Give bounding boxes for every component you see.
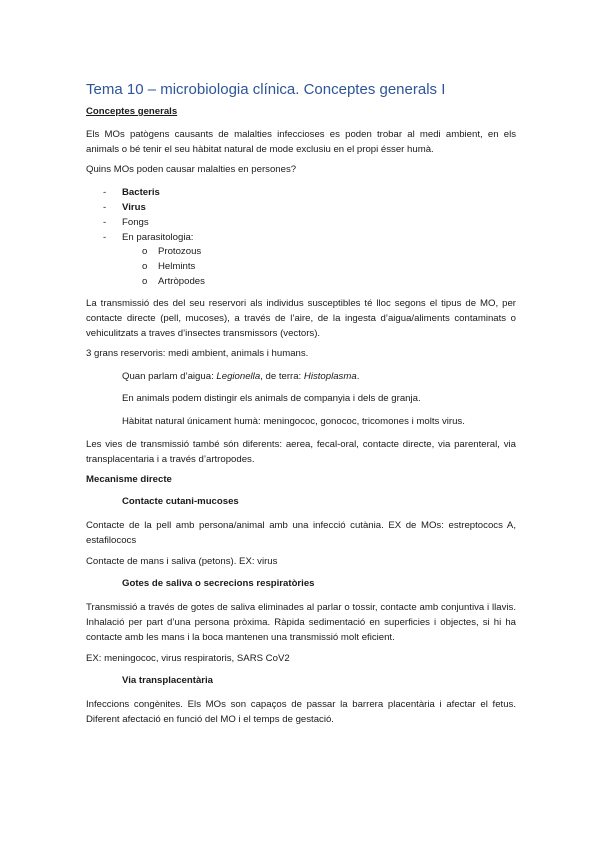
paragraph-transmission: La transmissió des del seu reservori als individus susceptibles té lloc segons el tipus de MO, per contacte directe (pell, mucoses), a través de l’aire, de la ingesta d’aigua/aliments contaminats o vehiculitzats a traves d’insectes transmissors (vectors). — [86, 298, 516, 339]
subheading-gotes: Gotes de saliva o secrecions respiratòries — [122, 578, 315, 589]
list-item: En parasitologia: — [122, 232, 194, 243]
paragraph-congenital: Infeccions congènites. Els MOs son capaços de passar la barrera placentària i afectar el fetus. Diferent afectació en funció del MO i el temps de gestació. — [86, 699, 516, 725]
sublist-item: Helmints — [158, 261, 196, 272]
sublist-bullet: o — [142, 261, 148, 272]
list-item: Fongs — [122, 217, 149, 228]
sublist-item: Protozous — [158, 246, 202, 257]
indented-human: Hàbitat natural únicament humà: meningococ, gonococ, tricomones i molts virus. — [122, 416, 465, 427]
sublist-item: Artròpodes — [158, 276, 205, 287]
indented-water: Quan parlam d’aigua: Legionella, de terra: Histoplasma. — [122, 371, 360, 382]
list-item: Bacteris — [122, 187, 160, 198]
list-item: Virus — [122, 202, 146, 213]
heading-mecanisme-directe: Mecanisme directe — [86, 474, 172, 485]
subheading-transplacentaria: Via transplacentària — [122, 675, 214, 686]
subheading-contacte: Contacte cutani-mucoses — [122, 496, 239, 507]
sublist-bullet: o — [142, 246, 148, 257]
paragraph-intro: Els MOs patògens causants de malalties infeccioses es poden trobar al medi ambient, en els animals o bé tenir el seu hàbitat natural de mode exclusiu en el propi ésser humà. — [86, 129, 516, 155]
paragraph-droplets: Transmissió a través de gotes de saliva eliminades al parlar o tossir, contacte amb conjuntiva i llavis. Inhalació per part d’una persona pròxima. Ràpida sedimentació en superficies i objectes, si hi ha contacte amb les mans i la boca mantenen una transmissió molt eficient. — [86, 602, 516, 643]
list-bullet: - — [103, 217, 107, 228]
sublist-bullet: o — [142, 276, 148, 287]
list-bullet: - — [103, 202, 107, 213]
list-bullet: - — [103, 187, 107, 198]
indented-animals: En animals podem distingir els animals de companyia i dels de granja. — [122, 393, 421, 404]
paragraph-routes: Les vies de transmissió també són diferents: aerea, fecal-oral, contacte directe, via parenteral, via transplacentaria i a través d’artropodes. — [86, 439, 516, 465]
list-bullet: - — [103, 232, 107, 243]
page-title: Tema 10 – microbiologia clínica. Conceptes generals I — [86, 81, 446, 98]
paragraph-skin-contact: Contacte de la pell amb persona/animal amb una infecció cutània. EX de MOs: estreptococs A, estafilococs — [86, 520, 516, 546]
paragraph-hands-saliva: Contacte de mans i saliva (petons). EX: virus — [86, 556, 278, 567]
section-heading-conceptes: Conceptes generals — [86, 106, 178, 117]
paragraph-question: Quins MOs poden causar malalties en persones? — [86, 164, 297, 175]
paragraph-examples: EX: meningococ, virus respiratoris, SARS CoV2 — [86, 653, 290, 664]
paragraph-reservoirs: 3 grans reservoris: medi ambient, animals i humans. — [86, 348, 309, 359]
